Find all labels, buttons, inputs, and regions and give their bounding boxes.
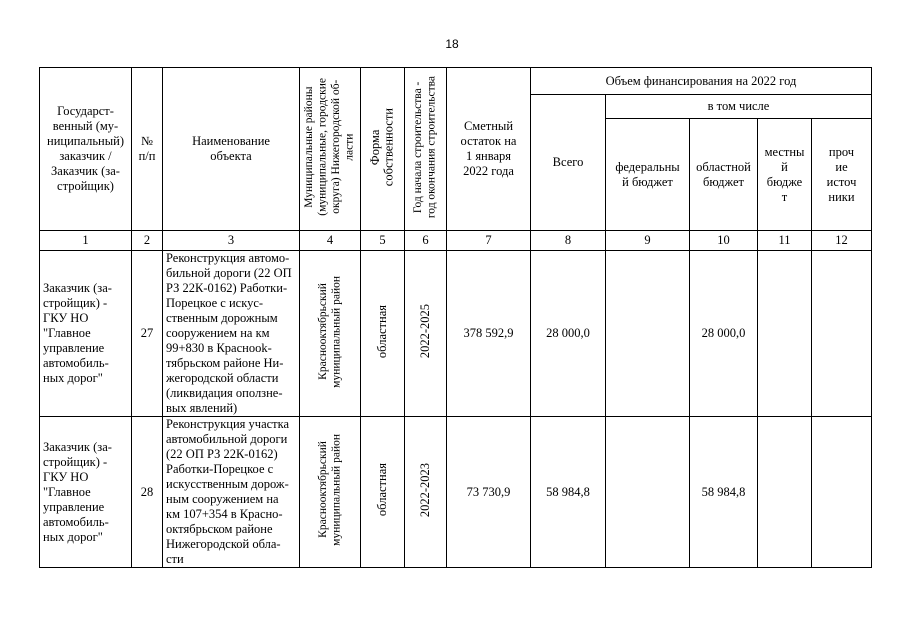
header-including: в том числе: [606, 95, 872, 119]
column-number: 2: [132, 231, 163, 251]
column-number: 9: [606, 231, 690, 251]
page-number: 18: [445, 37, 459, 51]
ownership-cell: областная: [361, 417, 405, 568]
object-name-cell: Реконструкция автомо- бильной дороги (22 ОП РЗ 22К-0162) Работки- Порецкое с искус- ственным дорожным сооружением на км 99+830 в Краснook- тябрьском районе Ни- жегородской области (ликвидация оползне- вых явлений): [163, 251, 300, 417]
header-ownership: Форма собственности: [361, 68, 405, 231]
num-cell: 28: [132, 417, 163, 568]
header-object-name: Наименование объекта: [163, 68, 300, 231]
header-districts: Муниципальные районы (муниципальные, городские округа) Нижегородской об- ласти: [300, 68, 361, 231]
district-cell: Краснооктябрьский муниципальный район: [300, 251, 361, 417]
header-funding: Объем финансирования на 2022 год: [531, 68, 872, 95]
other-cell: [812, 417, 872, 568]
years-cell: 2022-2023: [405, 417, 447, 568]
header-local: местны й бюдже т: [758, 119, 812, 231]
local-cell: [758, 251, 812, 417]
column-number: 7: [447, 231, 531, 251]
ownership-cell: областная: [361, 251, 405, 417]
object-name-cell: Реконструкция участка автомобильной дороги (22 ОП РЗ 22К-0162) Работки-Порецкое с искусственным дорож- ным сооружением на км 107+354 в Красно- октябрьском районе Нижегородской обла- сти: [163, 417, 300, 568]
header-num: № п/п: [132, 68, 163, 231]
years-cell: 2022-2025: [405, 251, 447, 417]
financing-table: [39, 67, 872, 568]
federal-cell: [606, 251, 690, 417]
column-number: 4: [300, 231, 361, 251]
header-federal: федеральны й бюджет: [606, 119, 690, 231]
total-cell: 58 984,8: [531, 417, 606, 568]
column-number: 1: [40, 231, 132, 251]
header-total: Всего: [531, 95, 606, 231]
column-number: 11: [758, 231, 812, 251]
balance-cell: 378 592,9: [447, 251, 531, 417]
header-years: Год начала строительства - год окончания строительства: [405, 68, 447, 231]
regional-cell: 58 984,8: [690, 417, 758, 568]
total-cell: 28 000,0: [531, 251, 606, 417]
column-number: 3: [163, 231, 300, 251]
other-cell: [812, 251, 872, 417]
federal-cell: [606, 417, 690, 568]
header-balance: Сметный остаток на 1 января 2022 года: [447, 68, 531, 231]
header-customer: Государст- венный (му- ниципальный) заказчик / Заказчик (за- стройщик): [40, 68, 132, 231]
balance-cell: 73 730,9: [447, 417, 531, 568]
customer-cell: Заказчик (за- стройщик) - ГКУ НО "Главное управление автомобиль- ных дорог": [40, 417, 132, 568]
column-number: 6: [405, 231, 447, 251]
customer-cell: Заказчик (за- стройщик) - ГКУ НО "Главное управление автомобиль- ных дорог": [40, 251, 132, 417]
table-row: [40, 417, 872, 568]
column-numbers-row: [40, 231, 872, 251]
header-other: проч ие источ ники: [812, 119, 872, 231]
header-regional: областной бюджет: [690, 119, 758, 231]
table-row: [40, 251, 872, 417]
local-cell: [758, 417, 812, 568]
column-number: 10: [690, 231, 758, 251]
column-number: 5: [361, 231, 405, 251]
district-cell: Краснооктябрьский муниципальный район: [300, 417, 361, 568]
column-number: 12: [812, 231, 872, 251]
regional-cell: 28 000,0: [690, 251, 758, 417]
column-number: 8: [531, 231, 606, 251]
num-cell: 27: [132, 251, 163, 417]
